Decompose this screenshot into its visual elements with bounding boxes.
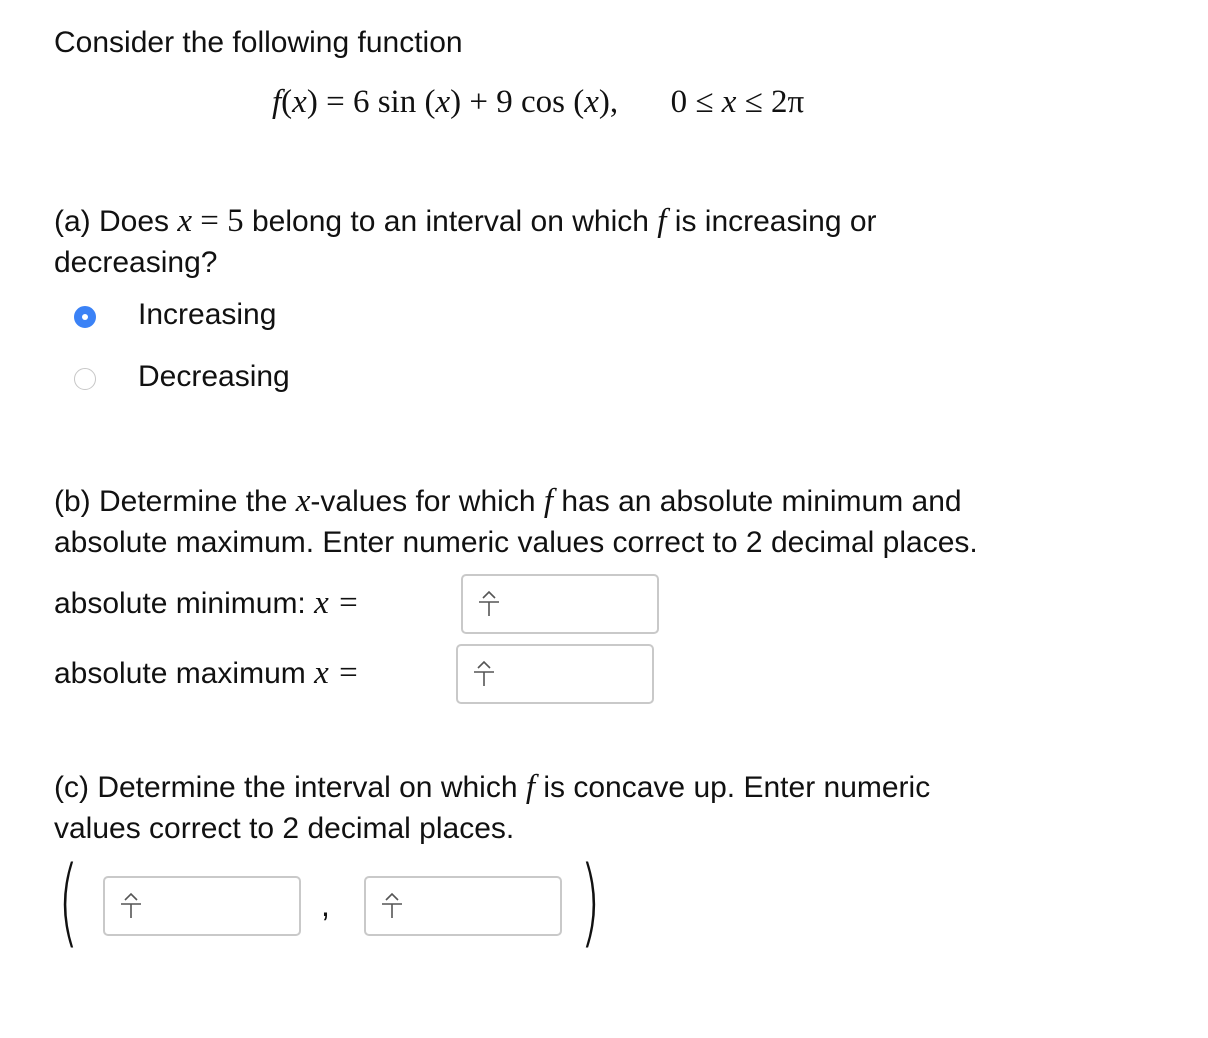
- formula-domain-right: ≤ 2π: [736, 84, 805, 120]
- interval-comma: ,: [321, 887, 330, 923]
- part-a-suffix2: is increasing or: [666, 205, 877, 238]
- part-a-question-line1: [54, 200, 877, 243]
- abs-max-x-eq: x =: [314, 655, 360, 691]
- part-a-f: f: [657, 203, 667, 239]
- formula-eq-part1: = 6 sin (: [326, 84, 436, 120]
- formula-f: f: [272, 84, 282, 120]
- radio-increasing[interactable]: [74, 306, 96, 328]
- part-b-f: f: [543, 483, 554, 519]
- radio-decreasing-label[interactable]: Decreasing: [138, 360, 290, 393]
- part-c-question-line1: [54, 766, 930, 809]
- part-a-suffix: belong to an interval on which: [243, 205, 658, 238]
- formula-eq-part3: ),: [598, 84, 619, 120]
- abs-min-x-eq: x =: [314, 585, 360, 621]
- part-a-eq: = 5: [192, 203, 244, 239]
- stepper-icon: [472, 659, 496, 689]
- close-paren: ): [580, 846, 601, 958]
- stepper-icon: [477, 589, 501, 619]
- abs-max-label-text: absolute maximum: [54, 657, 315, 690]
- function-formula: f(x) = 6 sin (x) + 9 cos (x), 0 ≤ x ≤ 2π: [272, 84, 805, 120]
- abs-min-label: [54, 582, 359, 625]
- part-b-suffix: has an absolute minimum and: [553, 485, 962, 518]
- radio-increasing-label[interactable]: Increasing: [138, 298, 277, 331]
- part-c-question-line2: values correct to 2 decimal places.: [54, 812, 515, 845]
- formula-x1: x: [292, 84, 307, 120]
- formula-x2: x: [435, 84, 451, 120]
- formula-x3: x: [584, 84, 599, 120]
- stepper-icon: [119, 891, 143, 921]
- part-a-x: x: [177, 203, 193, 239]
- part-c-f: f: [525, 769, 536, 805]
- part-b-prefix: (b) Determine the: [54, 485, 296, 518]
- formula-eq-part2: ) + 9 cos (: [450, 84, 585, 120]
- part-c-suffix: is concave up. Enter numeric: [535, 771, 931, 804]
- open-paren: (: [58, 846, 79, 958]
- radio-decreasing[interactable]: [74, 368, 96, 390]
- part-a-question-line2: decreasing?: [54, 246, 218, 279]
- abs-min-label-text: absolute minimum:: [54, 587, 315, 620]
- part-b-question-line2: absolute maximum. Enter numeric values correct to 2 decimal places.: [54, 526, 978, 559]
- abs-min-input[interactable]: [461, 574, 659, 634]
- part-b-mid: -values for which: [310, 485, 544, 518]
- interval-left-input[interactable]: [103, 876, 301, 936]
- formula-domain-x: x: [721, 84, 737, 120]
- part-a-prefix: (a) Does: [54, 205, 178, 238]
- part-c-prefix: (c) Determine the interval on which: [54, 771, 526, 804]
- stepper-icon: [380, 891, 404, 921]
- intro-text: Consider the following function: [54, 26, 463, 59]
- part-b-question-line1: [54, 480, 962, 523]
- interval-right-input[interactable]: [364, 876, 562, 936]
- abs-max-label: [54, 652, 359, 695]
- part-b-x: x: [295, 483, 311, 519]
- abs-max-input[interactable]: [456, 644, 654, 704]
- formula-domain-left: 0 ≤: [670, 84, 722, 120]
